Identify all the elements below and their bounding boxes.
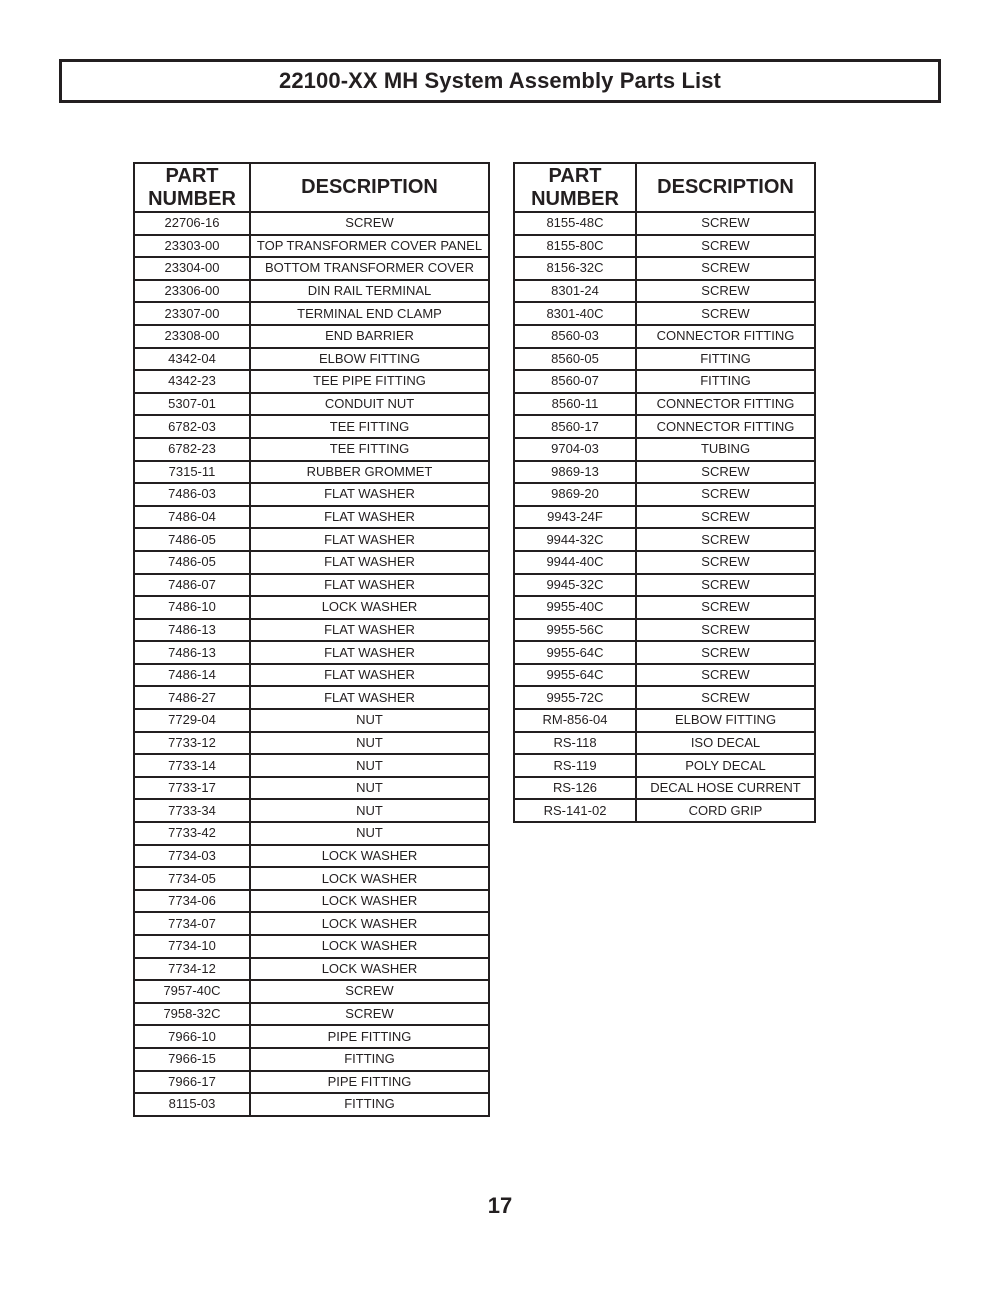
part-number-cell: 23308-00 — [134, 325, 250, 348]
description-cell: TOP TRANSFORMER COVER PANEL — [250, 235, 489, 258]
part-number-cell: 7733-12 — [134, 732, 250, 755]
part-number-header-line2: NUMBER — [531, 187, 619, 210]
part-number-cell: 9944-40C — [514, 551, 636, 574]
description-cell: NUT — [250, 732, 489, 755]
description-cell: FLAT WASHER — [250, 483, 489, 506]
description-cell: SCREW — [636, 619, 815, 642]
table-row — [514, 754, 815, 777]
part-number-header-line1: PART — [548, 164, 602, 187]
table-row — [514, 393, 815, 416]
description-cell: SCREW — [636, 506, 815, 529]
part-number-cell: 7733-34 — [134, 799, 250, 822]
table-row — [134, 1093, 489, 1116]
table-row — [134, 438, 489, 461]
table-row — [134, 415, 489, 438]
table-row — [134, 777, 489, 800]
part-number-cell: 7734-07 — [134, 912, 250, 935]
table-row — [134, 822, 489, 845]
description-cell: FITTING — [636, 348, 815, 371]
description-cell: NUT — [250, 709, 489, 732]
part-number-cell: 8301-24 — [514, 280, 636, 303]
part-number-cell: 8301-40C — [514, 302, 636, 325]
parts-table-left — [133, 162, 490, 1117]
table-row — [514, 777, 815, 800]
part-number-cell: 8155-80C — [514, 235, 636, 258]
table-row — [134, 325, 489, 348]
table-row — [134, 506, 489, 529]
description-cell: NUT — [250, 799, 489, 822]
table-row — [134, 596, 489, 619]
part-number-cell: 7315-11 — [134, 461, 250, 484]
description-cell: LOCK WASHER — [250, 867, 489, 890]
description-cell: DIN RAIL TERMINAL — [250, 280, 489, 303]
part-number-header — [514, 163, 636, 212]
table-row — [134, 302, 489, 325]
table-row — [134, 867, 489, 890]
table-row — [134, 348, 489, 371]
part-number-cell: 7486-13 — [134, 619, 250, 642]
description-cell: FLAT WASHER — [250, 574, 489, 597]
part-number-cell: 7486-14 — [134, 664, 250, 687]
description-cell: NUT — [250, 754, 489, 777]
description-cell: CONDUIT NUT — [250, 393, 489, 416]
part-number-cell: 7734-05 — [134, 867, 250, 890]
table-row — [134, 641, 489, 664]
description-cell: FLAT WASHER — [250, 506, 489, 529]
table-row — [134, 754, 489, 777]
part-number-cell: 7486-27 — [134, 686, 250, 709]
description-cell: LOCK WASHER — [250, 596, 489, 619]
table-row — [514, 709, 815, 732]
table-row — [134, 619, 489, 642]
table-row — [514, 596, 815, 619]
table-row — [134, 958, 489, 981]
part-number-header-line2: NUMBER — [148, 187, 236, 210]
table-row — [134, 1048, 489, 1071]
description-cell: FLAT WASHER — [250, 641, 489, 664]
part-number-cell: 7486-05 — [134, 551, 250, 574]
part-number-cell: 6782-03 — [134, 415, 250, 438]
part-number-cell: 9955-56C — [514, 619, 636, 642]
part-number-cell: 8560-11 — [514, 393, 636, 416]
table-row — [134, 461, 489, 484]
part-number-cell: 7734-10 — [134, 935, 250, 958]
table-row — [134, 1003, 489, 1026]
description-header: DESCRIPTION — [636, 163, 815, 212]
description-cell: SCREW — [636, 686, 815, 709]
description-cell: SCREW — [250, 1003, 489, 1026]
part-number-cell: 7729-04 — [134, 709, 250, 732]
table-row — [514, 235, 815, 258]
title-box — [59, 59, 941, 103]
part-number-cell: 7966-15 — [134, 1048, 250, 1071]
part-number-cell: 7957-40C — [134, 980, 250, 1003]
description-cell: CONNECTOR FITTING — [636, 415, 815, 438]
description-cell: END BARRIER — [250, 325, 489, 348]
part-number-cell: 8560-05 — [514, 348, 636, 371]
table-row — [134, 845, 489, 868]
part-number-cell: 7486-13 — [134, 641, 250, 664]
part-number-cell: 9943-24F — [514, 506, 636, 529]
description-cell: FLAT WASHER — [250, 619, 489, 642]
part-number-cell: 8156-32C — [514, 257, 636, 280]
description-cell: SCREW — [250, 212, 489, 235]
description-cell: FLAT WASHER — [250, 528, 489, 551]
part-number-cell: 7733-14 — [134, 754, 250, 777]
table-row — [134, 1071, 489, 1094]
description-cell: FLAT WASHER — [250, 664, 489, 687]
table-row — [134, 709, 489, 732]
part-number-cell: 6782-23 — [134, 438, 250, 461]
description-cell: LOCK WASHER — [250, 845, 489, 868]
part-number-cell: RS-119 — [514, 754, 636, 777]
description-cell: CONNECTOR FITTING — [636, 325, 815, 348]
description-cell: SCREW — [636, 280, 815, 303]
description-cell: BOTTOM TRANSFORMER COVER — [250, 257, 489, 280]
table-row — [134, 732, 489, 755]
description-cell: FITTING — [250, 1048, 489, 1071]
table-row — [514, 415, 815, 438]
table-row — [514, 461, 815, 484]
description-cell: FLAT WASHER — [250, 686, 489, 709]
description-cell: LOCK WASHER — [250, 890, 489, 913]
description-cell: SCREW — [636, 212, 815, 235]
table-row — [134, 280, 489, 303]
part-number-cell: 7966-17 — [134, 1071, 250, 1094]
description-cell: SCREW — [636, 641, 815, 664]
description-cell: TEE FITTING — [250, 438, 489, 461]
part-number-cell: 7733-17 — [134, 777, 250, 800]
part-number-cell: 7733-42 — [134, 822, 250, 845]
part-number-cell: 4342-04 — [134, 348, 250, 371]
table-row — [514, 348, 815, 371]
table-row — [134, 664, 489, 687]
description-cell: ISO DECAL — [636, 732, 815, 755]
part-number-cell: 8560-03 — [514, 325, 636, 348]
part-number-cell: 22706-16 — [134, 212, 250, 235]
description-cell: SCREW — [636, 235, 815, 258]
description-cell: DECAL HOSE CURRENT — [636, 777, 815, 800]
part-number-cell: 7734-12 — [134, 958, 250, 981]
part-number-cell: 5307-01 — [134, 393, 250, 416]
table-row — [514, 551, 815, 574]
table-row — [514, 574, 815, 597]
part-number-cell: 7966-10 — [134, 1025, 250, 1048]
description-cell: PIPE FITTING — [250, 1025, 489, 1048]
part-number-cell: 7734-06 — [134, 890, 250, 913]
description-cell: TEE PIPE FITTING — [250, 370, 489, 393]
table-row — [514, 370, 815, 393]
table-row — [514, 619, 815, 642]
table-row — [514, 212, 815, 235]
table-row — [134, 393, 489, 416]
description-cell: ELBOW FITTING — [636, 709, 815, 732]
description-cell: PIPE FITTING — [250, 1071, 489, 1094]
table-row — [134, 551, 489, 574]
part-number-cell: 8155-48C — [514, 212, 636, 235]
header-row — [134, 163, 489, 212]
description-header: DESCRIPTION — [250, 163, 489, 212]
table-row — [134, 935, 489, 958]
part-number-cell: 23303-00 — [134, 235, 250, 258]
description-cell: SCREW — [636, 596, 815, 619]
table-row — [134, 212, 489, 235]
description-cell: POLY DECAL — [636, 754, 815, 777]
part-number-cell: 7486-10 — [134, 596, 250, 619]
description-cell: SCREW — [636, 302, 815, 325]
part-number-cell: 7486-03 — [134, 483, 250, 506]
table-row — [514, 506, 815, 529]
table-row — [514, 438, 815, 461]
part-number-cell: 9955-40C — [514, 596, 636, 619]
table-row — [514, 528, 815, 551]
description-cell: SCREW — [636, 551, 815, 574]
description-cell: SCREW — [636, 483, 815, 506]
description-cell: CONNECTOR FITTING — [636, 393, 815, 416]
table-row — [514, 799, 815, 822]
description-cell: SCREW — [636, 461, 815, 484]
table-row — [134, 1025, 489, 1048]
description-cell: FITTING — [250, 1093, 489, 1116]
part-number-cell: 8115-03 — [134, 1093, 250, 1116]
description-cell: SCREW — [636, 664, 815, 687]
part-number-cell: RM-856-04 — [514, 709, 636, 732]
part-number-cell: 9944-32C — [514, 528, 636, 551]
description-cell: SCREW — [636, 528, 815, 551]
description-cell: SCREW — [250, 980, 489, 1003]
part-number-cell: 9704-03 — [514, 438, 636, 461]
part-number-cell: 9869-13 — [514, 461, 636, 484]
description-cell: LOCK WASHER — [250, 935, 489, 958]
table-row — [134, 890, 489, 913]
table-row — [514, 325, 815, 348]
part-number-cell: RS-126 — [514, 777, 636, 800]
part-number-cell: RS-141-02 — [514, 799, 636, 822]
part-number-cell: 9955-72C — [514, 686, 636, 709]
description-cell: FITTING — [636, 370, 815, 393]
table-row — [134, 912, 489, 935]
part-number-cell: 7734-03 — [134, 845, 250, 868]
description-cell: SCREW — [636, 574, 815, 597]
table-row — [134, 574, 489, 597]
description-cell: SCREW — [636, 257, 815, 280]
description-cell: ELBOW FITTING — [250, 348, 489, 371]
table-row — [514, 664, 815, 687]
page-number: 17 — [487, 1193, 513, 1218]
part-number-cell: RS-118 — [514, 732, 636, 755]
part-number-cell: 9955-64C — [514, 664, 636, 687]
part-number-cell: 23304-00 — [134, 257, 250, 280]
description-cell: FLAT WASHER — [250, 551, 489, 574]
part-number-cell: 9869-20 — [514, 483, 636, 506]
description-cell: TUBING — [636, 438, 815, 461]
description-cell: TEE FITTING — [250, 415, 489, 438]
part-number-cell: 7486-07 — [134, 574, 250, 597]
part-number-cell: 8560-07 — [514, 370, 636, 393]
part-number-cell: 9945-32C — [514, 574, 636, 597]
table-row — [134, 370, 489, 393]
table-row — [514, 302, 815, 325]
table-row — [134, 686, 489, 709]
table-row — [514, 641, 815, 664]
part-number-header — [134, 163, 250, 212]
part-number-cell: 4342-23 — [134, 370, 250, 393]
table-row — [134, 980, 489, 1003]
table-row — [514, 483, 815, 506]
table-row — [514, 686, 815, 709]
table-row — [514, 732, 815, 755]
description-cell: CORD GRIP — [636, 799, 815, 822]
part-number-cell: 7958-32C — [134, 1003, 250, 1026]
part-number-cell: 7486-04 — [134, 506, 250, 529]
table-row — [134, 257, 489, 280]
description-cell: NUT — [250, 822, 489, 845]
page-title: 22100-XX MH System Assembly Parts List — [279, 68, 721, 93]
description-cell: RUBBER GROMMET — [250, 461, 489, 484]
table-row — [514, 280, 815, 303]
table-row — [134, 528, 489, 551]
part-number-cell: 9955-64C — [514, 641, 636, 664]
part-number-cell: 7486-05 — [134, 528, 250, 551]
part-number-cell: 23307-00 — [134, 302, 250, 325]
part-number-cell: 23306-00 — [134, 280, 250, 303]
table-row — [134, 235, 489, 258]
part-number-cell: 8560-17 — [514, 415, 636, 438]
description-cell: LOCK WASHER — [250, 958, 489, 981]
description-cell: NUT — [250, 777, 489, 800]
header-row — [514, 163, 815, 212]
description-cell: LOCK WASHER — [250, 912, 489, 935]
parts-table-right — [513, 162, 816, 823]
table-row — [514, 257, 815, 280]
description-cell: TERMINAL END CLAMP — [250, 302, 489, 325]
table-row — [134, 483, 489, 506]
table-row — [134, 799, 489, 822]
part-number-header-line1: PART — [165, 164, 219, 187]
